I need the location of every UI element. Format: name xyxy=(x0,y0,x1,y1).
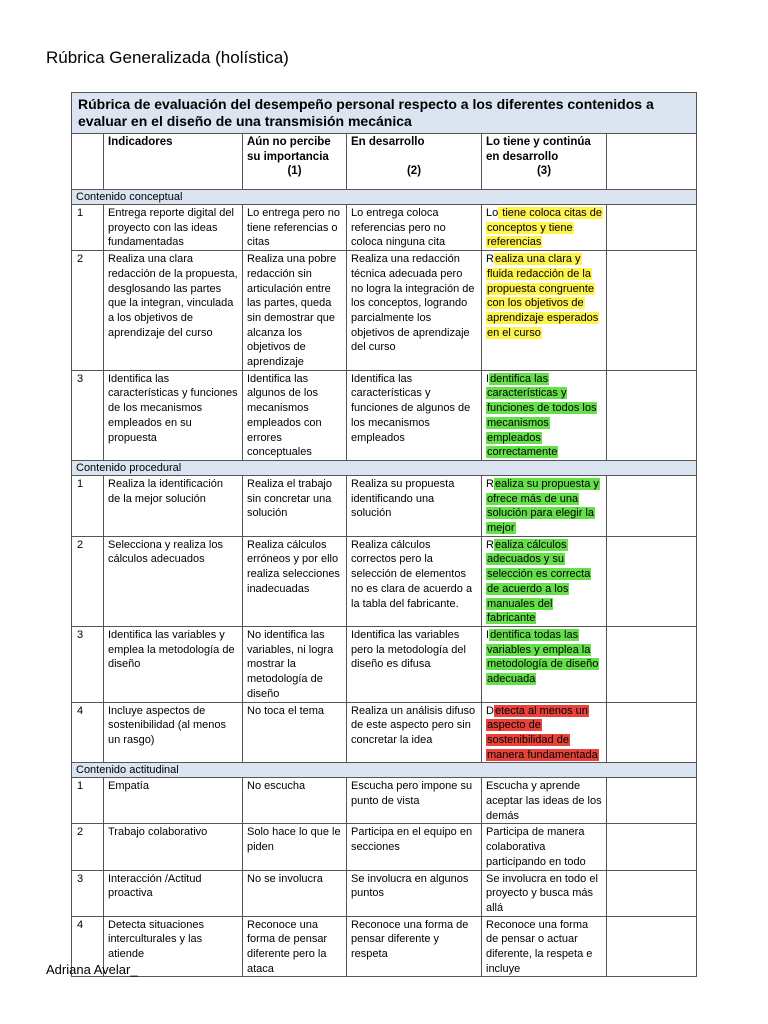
column-header-level-2 xyxy=(347,134,482,190)
empty-cell xyxy=(607,824,697,870)
level-2-cell: Realiza cálculos correctos pero la selección de elementos no es clara de acuerdo a la tabla del fabricante. xyxy=(347,536,482,626)
level-3-cell xyxy=(482,205,607,251)
column-header-extra xyxy=(607,134,697,190)
indicator-cell: Realiza la identificación de la mejor solución xyxy=(104,475,243,536)
indicator-cell: Entrega reporte digital del proyecto con las ideas fundamentadas xyxy=(104,205,243,251)
empty-cell xyxy=(607,778,697,824)
level-3-cell xyxy=(482,475,607,536)
empty-cell xyxy=(607,536,697,626)
level-1-cell: Realiza una pobre redacción sin articulación entre las partes, queda sin demostrar que alcanza los objetivos de aprendizaje xyxy=(243,251,347,371)
table-row xyxy=(72,370,697,460)
level-1-cell: No se involucra xyxy=(243,870,347,916)
column-header-level-3 xyxy=(482,134,607,190)
row-number: 3 xyxy=(72,870,104,916)
rubric-table xyxy=(71,92,697,977)
indicator-cell: Trabajo colaborativo xyxy=(104,824,243,870)
level-1-cell: Reconoce una forma de pensar diferente pero la ataca xyxy=(243,916,347,977)
level-3-cell xyxy=(482,778,607,824)
level-3-cell xyxy=(482,251,607,371)
empty-cell xyxy=(607,475,697,536)
column-header-indicadores: Indicadores xyxy=(104,134,243,190)
level-1-cell: Lo entrega pero no tiene referencias o citas xyxy=(243,205,347,251)
empty-cell xyxy=(607,916,697,977)
author-footer: Adriana Avelar_ xyxy=(46,962,138,977)
level-1-cell: No identifica las variables, ni logra mostrar la metodología de diseño xyxy=(243,626,347,702)
level-1-cell: No toca el tema xyxy=(243,702,347,763)
level-3-cell xyxy=(482,702,607,763)
level-3-cell xyxy=(482,824,607,870)
level-2-cell: Realiza una redacción técnica adecuada pero no logra la integración de los conceptos, logrando parcialmente los objetivos de aprendizaje del curso xyxy=(347,251,482,371)
column-header-number xyxy=(72,134,104,190)
section-row xyxy=(72,763,697,778)
row-number: 2 xyxy=(72,251,104,371)
level-2-cell: Realiza su propuesta identificando una solución xyxy=(347,475,482,536)
level-2-number: (2) xyxy=(406,164,422,177)
empty-cell xyxy=(607,205,697,251)
table-row xyxy=(72,702,697,763)
row-number: 4 xyxy=(72,702,104,763)
table-row xyxy=(72,251,697,371)
level-2-cell: Identifica las características y funciones de algunos de los mecanismos empleados xyxy=(347,370,482,460)
level-1-number: (1) xyxy=(287,165,302,178)
level-3-cell xyxy=(482,536,607,626)
level-3-lead-letter: R xyxy=(486,253,494,266)
level-2-cell: Identifica las variables pero la metodología del diseño es difusa xyxy=(347,626,482,702)
section-row xyxy=(72,460,697,475)
level-2-cell: Escucha pero impone su punto de vista xyxy=(347,778,482,824)
level-3-lead-letter: R xyxy=(486,538,494,551)
level-3-text: Reconoce una forma de pensar o actuar diferente, la respeta e incluye xyxy=(486,918,593,975)
table-heading: Rúbrica de evaluación del desempeño personal respecto a los diferentes contenidos a evaluar en el diseño de una transmisión mecánica xyxy=(72,93,697,134)
level-3-lead-letter: D xyxy=(486,704,494,717)
row-number: 1 xyxy=(72,205,104,251)
table-row xyxy=(72,536,697,626)
level-2-cell: Realiza un análisis difuso de este aspecto pero sin concretar la idea xyxy=(347,702,482,763)
level-1-cell: No escucha xyxy=(243,778,347,824)
level-3-text: Participa de manera colaborativa participando en todo xyxy=(486,826,586,868)
row-number: 3 xyxy=(72,626,104,702)
row-number: 3 xyxy=(72,370,104,460)
table-row xyxy=(72,778,697,824)
indicator-cell: Identifica las variables y emplea la metodología de diseño xyxy=(104,626,243,702)
level-3-lead-letter: I xyxy=(486,628,490,641)
level-3-label: Lo tiene y continúa en desarrollo xyxy=(486,136,591,163)
document-title: Rúbrica Generalizada (holística) xyxy=(46,48,289,67)
table-row xyxy=(72,475,697,536)
column-header-row xyxy=(72,134,697,190)
row-number: 4 xyxy=(72,916,104,977)
level-3-number: (3) xyxy=(536,165,552,178)
level-3-text: ealiza cálculos adecuados y su selección es correcta de acuerdo a los manuales del fabricante xyxy=(487,538,591,625)
table-row xyxy=(72,824,697,870)
level-2-cell: Reconoce una forma de pensar diferente y respeta xyxy=(347,916,482,977)
row-number: 2 xyxy=(72,824,104,870)
indicator-cell: Empatía xyxy=(104,778,243,824)
indicator-cell: Incluye aspectos de sostenibilidad (al menos un rasgo) xyxy=(104,702,243,763)
level-1-cell: Realiza cálculos erróneos y por ello realiza selecciones inadecuadas xyxy=(243,536,347,626)
level-3-text: tiene coloca citas de conceptos y tiene referencias xyxy=(487,207,602,249)
table-row xyxy=(72,916,697,977)
empty-cell xyxy=(607,702,697,763)
section-title: Contenido actitudinal xyxy=(72,763,697,778)
empty-cell xyxy=(607,370,697,460)
level-3-cell xyxy=(482,626,607,702)
level-3-text: dentifica todas las variables y emplea la metodología de diseño adecuada xyxy=(487,628,599,686)
level-3-lead-letter: I xyxy=(486,372,490,385)
row-number: 1 xyxy=(72,475,104,536)
table-row xyxy=(72,626,697,702)
table-row xyxy=(72,870,697,916)
section-row xyxy=(72,190,697,205)
empty-cell xyxy=(607,626,697,702)
level-1-label: Aún no percibe su importancia xyxy=(247,136,331,163)
indicator-cell: Identifica las características y funciones de los mecanismos empleados en su propuesta xyxy=(104,370,243,460)
level-3-cell xyxy=(482,916,607,977)
level-3-cell xyxy=(482,370,607,460)
level-2-label: En desarrollo xyxy=(351,136,425,148)
table-row xyxy=(72,205,697,251)
column-header-level-1 xyxy=(243,134,347,190)
level-3-lead-letter: R xyxy=(486,477,494,490)
level-2-cell: Participa en el equipo en secciones xyxy=(347,824,482,870)
level-3-text: ealiza una clara y fluida redacción de la propuesta congruente con los objetivos de aprendizaje esperados en el curso xyxy=(487,253,599,339)
row-number: 2 xyxy=(72,536,104,626)
level-3-text: dentifica las características y funciones de todos los mecanismos empleados correctamente xyxy=(487,372,597,459)
level-3-lead-letter: Lo xyxy=(486,207,499,219)
indicator-cell: Selecciona y realiza los cálculos adecuados xyxy=(104,536,243,626)
empty-cell xyxy=(607,251,697,371)
table-heading-row xyxy=(72,93,697,134)
indicator-cell: Interacción /Actitud proactiva xyxy=(104,870,243,916)
level-1-cell: Solo hace lo que le piden xyxy=(243,824,347,870)
level-3-text: etecta al menos un aspecto de sostenibilidad de manera fundamentada xyxy=(487,704,598,761)
level-3-text: ealiza su propuesta y ofrece más de una solución para elegir la mejor xyxy=(487,477,599,535)
level-3-text: Se involucra en todo el proyecto y busca más allá xyxy=(486,872,598,914)
level-3-cell xyxy=(482,870,607,916)
level-1-cell: Realiza el trabajo sin concretar una solución xyxy=(243,475,347,536)
section-title: Contenido conceptual xyxy=(72,190,697,205)
level-1-cell: Identifica las algunos de los mecanismos empleados con errores conceptuales xyxy=(243,370,347,460)
section-title: Contenido procedural xyxy=(72,460,697,475)
row-number: 1 xyxy=(72,778,104,824)
empty-cell xyxy=(607,870,697,916)
level-2-cell: Se involucra en algunos puntos xyxy=(347,870,482,916)
level-3-text: Escucha y aprende aceptar las ideas de los demás xyxy=(486,780,602,822)
indicator-cell: Realiza una clara redacción de la propuesta, desglosando las partes que la integran, vinculada a los objetivos de aprendizaje del curso xyxy=(104,251,243,371)
level-2-cell: Lo entrega coloca referencias pero no coloca ninguna cita xyxy=(347,205,482,251)
indicator-cell: Detecta situaciones interculturales y las atiende xyxy=(104,916,243,977)
